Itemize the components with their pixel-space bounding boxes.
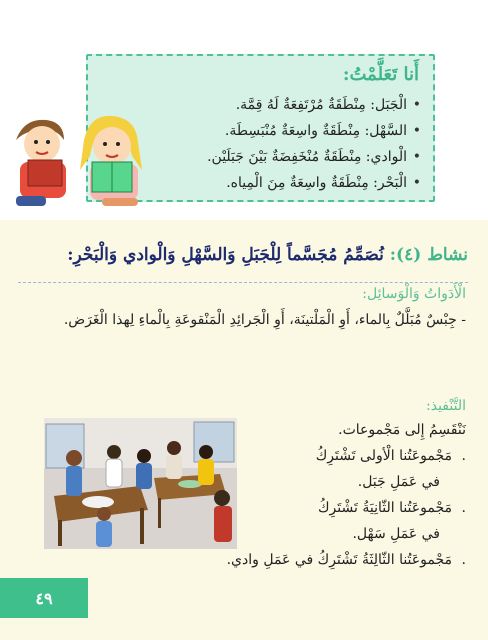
learned-item-valley: • الْوادي: مِنْطَقَةٌ مُنْخَفِضَةٌ بَيْنَ جَبَلَيْن.: [181, 144, 421, 170]
step-3-text: مَجْموعَتُنا الثّالِثَةُ تَشْتَرِكُ في عَمَلِ وادي.: [226, 552, 452, 568]
step-3: .مَجْموعَتُنا الثّالِثَةُ تَشْتَرِكُ في عَمَلِ وادي.: [226, 552, 466, 568]
classroom-photo: [44, 418, 237, 549]
tools-heading: الْأَدَواتُ وَالْوَسائِل:: [362, 286, 466, 302]
kids-reading-illustration: [6, 100, 156, 210]
activity-title-line: [67, 245, 468, 265]
execution-heading: التَّنْفيذ:: [426, 398, 466, 414]
learned-item-sea: • الْبَحْر: مِنْطَقَةٌ واسِعَةٌ مِنَ الْمِياه.: [181, 170, 421, 196]
execution-intro: نَنْقَسِمُ إِلى مَجْموعات.: [338, 422, 466, 438]
step-1-continuation: في عَمَلِ جَبَل.: [357, 474, 440, 490]
step-2: .مَجْموعَتُنا الثّانِيَةُ تَشْتَرِكُ: [318, 500, 466, 516]
step-1: .مَجْموعَتُنا الْأولى تَشْتَرِكُ: [315, 448, 466, 464]
tools-text: - جِبْسٌ مُبَلَّلٌ بِالماء، أَوِ الْمَلْتينَة، أَوِ الْجَرائِدِ الْمَنْقوعَةِ بِالْماءِ لِهذا الْغَرَض.: [63, 312, 466, 328]
activity-divider: [18, 282, 468, 283]
page-number: ٤٩: [0, 578, 88, 618]
activity-title: نُصَمِّمُ مُجَسَّماً لِلْجَبَلِ وَالسَّهْلِ وَالْوادي وَالْبَحْرِ:: [67, 245, 384, 265]
step-1-text: مَجْموعَتُنا الْأولى تَشْتَرِكُ: [315, 448, 452, 464]
step-2-continuation: في عَمَلِ سَهْل.: [352, 526, 440, 542]
step-2-text: مَجْموعَتُنا الثّانِيَةُ تَشْتَرِكُ: [318, 500, 452, 516]
learned-item-mountain: • الْجَبَل: مِنْطَقَةٌ مُرْتَفِعَةٌ لَهُ قِمَّة.: [181, 92, 421, 118]
activity-label: نشاط (٤):: [389, 245, 468, 265]
learned-item-plain: • السَّهْل: مِنْطَقَةٌ واسِعَةٌ مُنْبَسِطَة.: [181, 118, 421, 144]
learned-list: [181, 92, 421, 196]
learned-title: أَنا تَعَلَّمْتُ:: [342, 64, 419, 85]
